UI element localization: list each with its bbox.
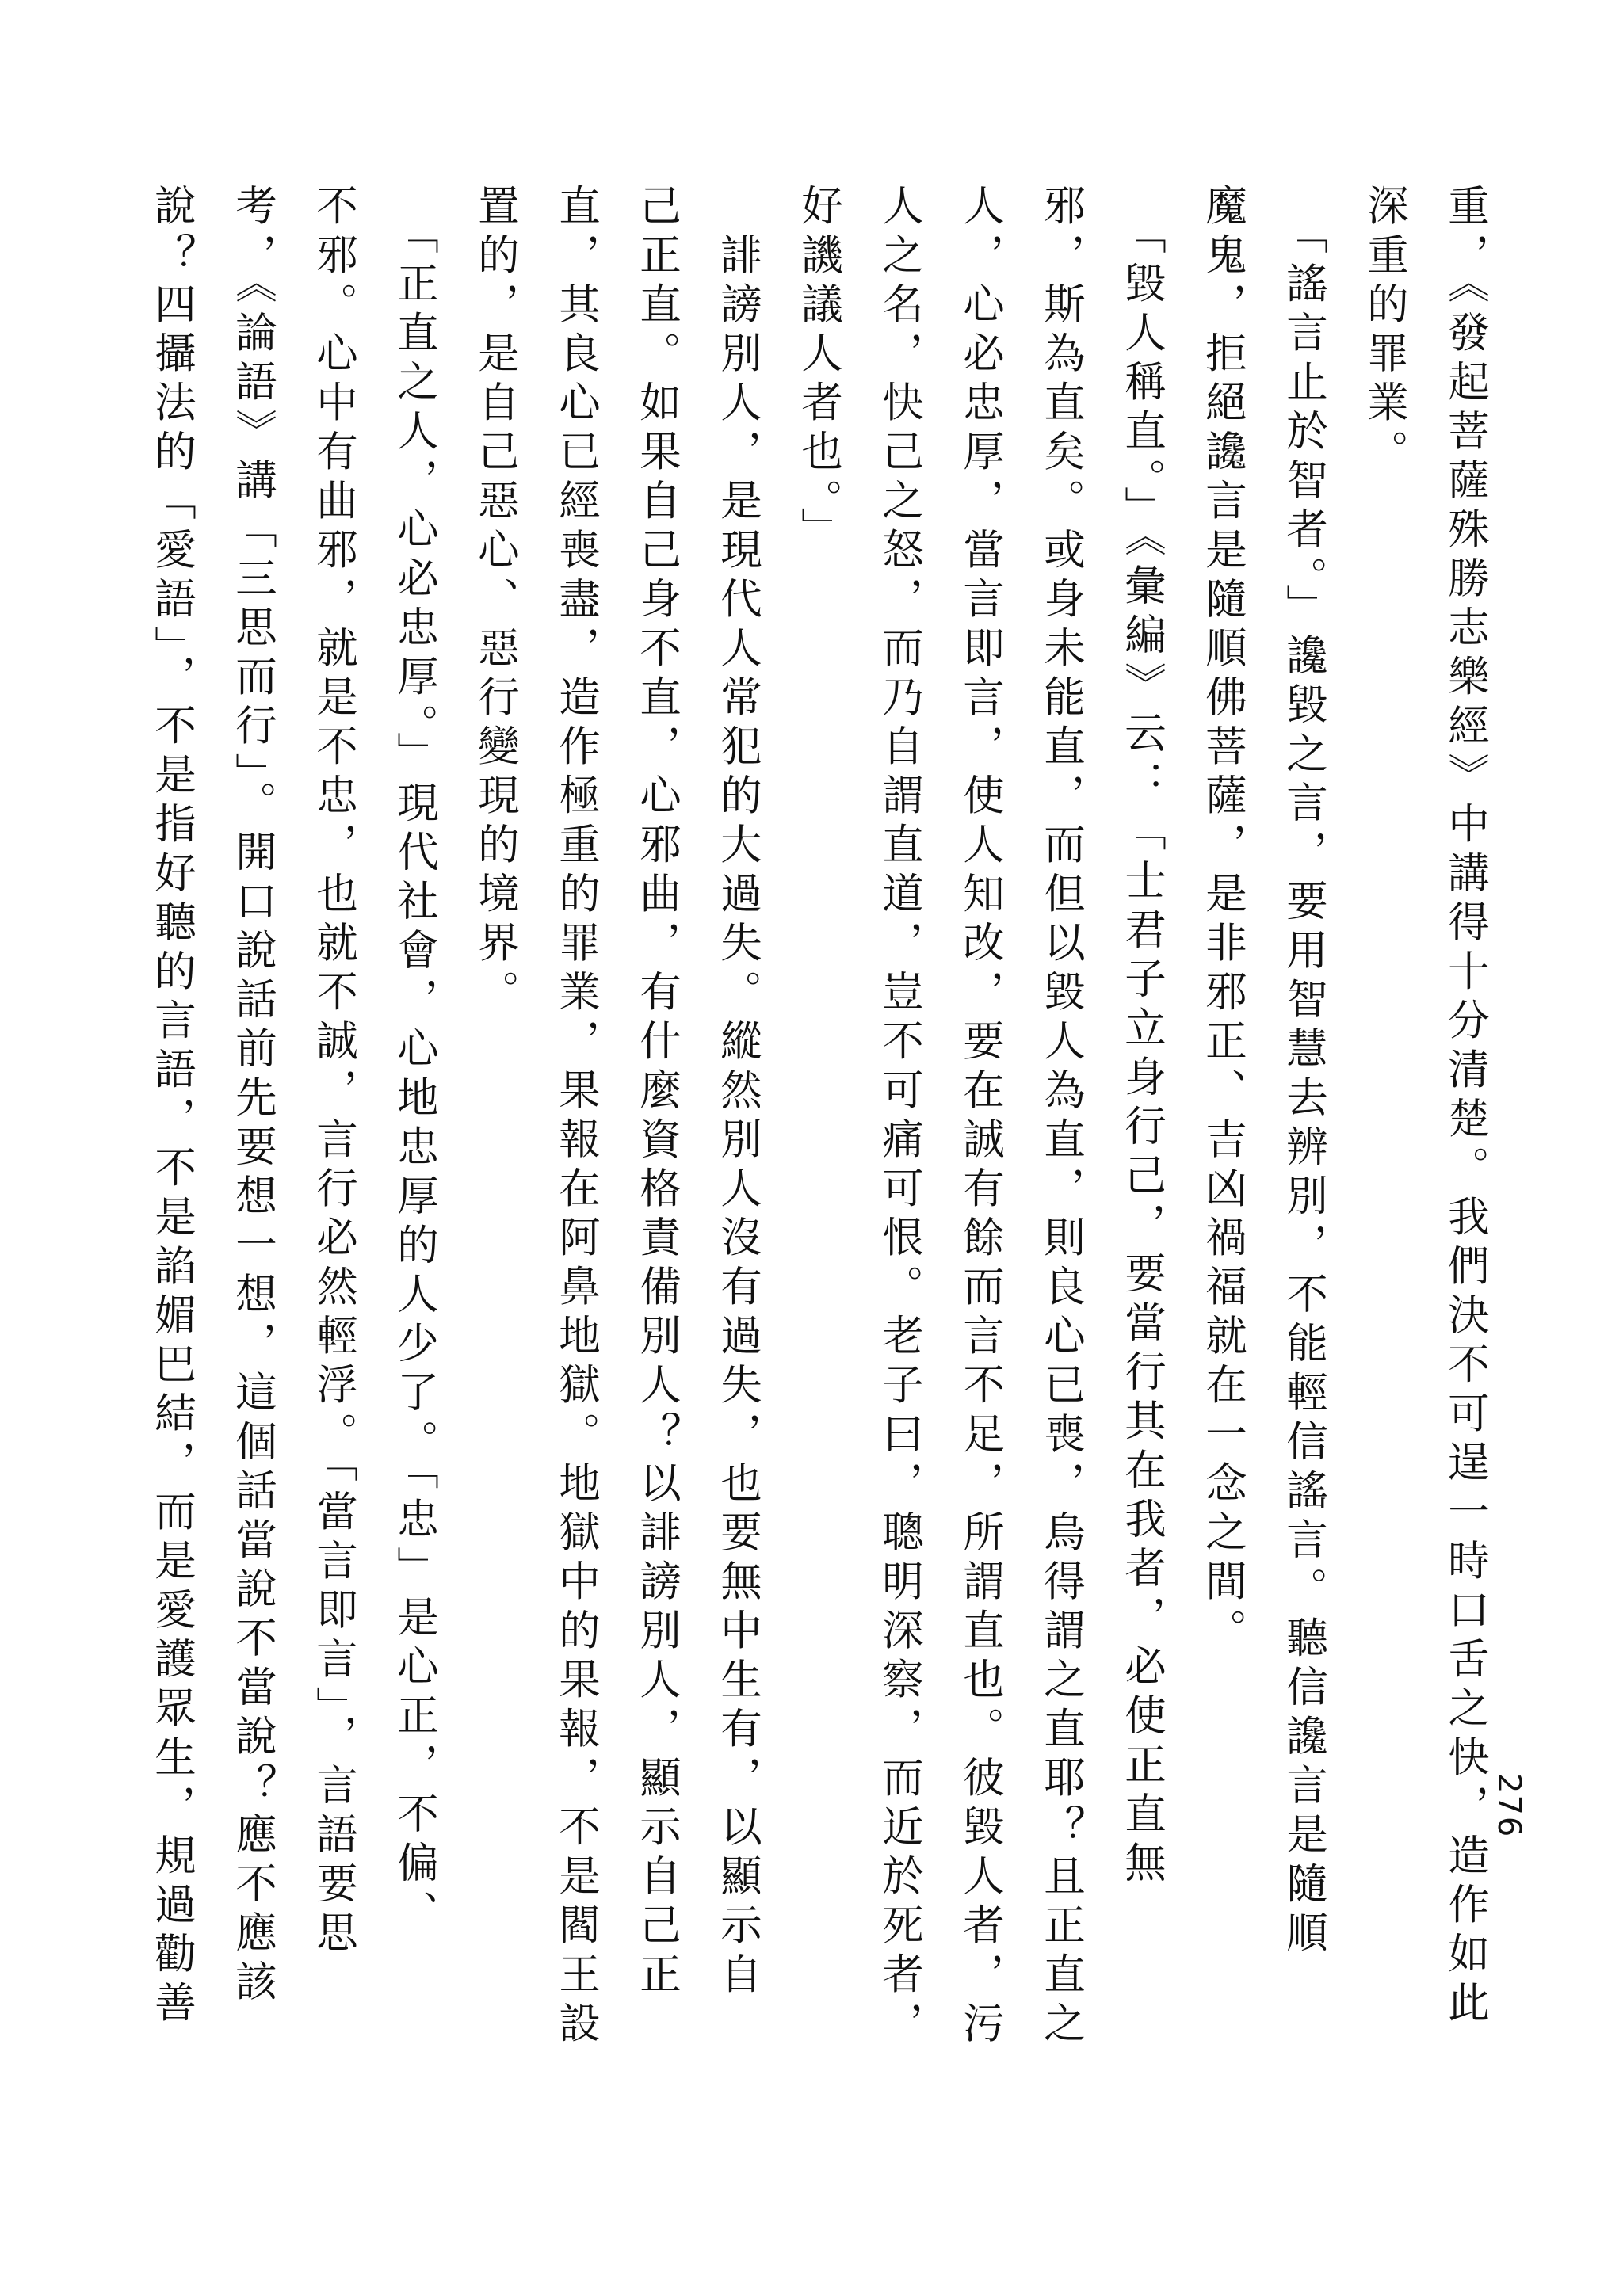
- text-line: 誹謗別人，是現代人常犯的大過失。縱然別人沒有過失，也要無中生有，以顯示自: [714, 184, 762, 2001]
- text-line: 「毀人稱直。」《彙編》云：「士君子立身行己，要當行其在我者，必使正直無: [1118, 184, 1167, 1890]
- page-number: 276: [1491, 1773, 1527, 1839]
- text-line: 人之名，快己之怒，而乃自謂直道，豈不可痛可恨。老子曰，聰明深察，而近於死者，: [876, 184, 924, 2050]
- text-line: 深重的罪業。: [1361, 184, 1409, 479]
- text-line: 邪，斯為直矣。或身未能直，而但以毀人為直，則良心已喪，烏得謂之直耶？且正直之: [1037, 184, 1086, 2050]
- text-line: 說？四攝法的「愛語」，不是指好聽的言語，不是諂媚巴結，而是愛護眾生，規過勸善: [148, 184, 197, 2030]
- text-line: 「謠言止於智者。」讒毀之言，要用智慧去辨別，不能輕信謠言。聽信讒言是隨順: [1280, 184, 1328, 1960]
- text-line: 置的，是自己惡心、惡行變現的境界。: [472, 184, 520, 1019]
- text-line: 魔鬼，拒絕讒言是隨順佛菩薩，是非邪正、吉凶禍福就在一念之間。: [1199, 184, 1247, 1657]
- text-line: 己正直。如果自己身不直，心邪曲，有什麼資格責備別人？以誹謗別人，顯示自己正: [633, 184, 682, 2001]
- text-line: 不邪。心中有曲邪，就是不忠，也就不誠，言行必然輕浮。「當言即言」，言語要思: [310, 184, 358, 1960]
- text-line: 考，《論語》講「三思而行」。開口說話前先要想一想，這個話當說不當說？應不應該: [229, 184, 277, 2009]
- text-line: 人，心必忠厚，當言即言，使人知改，要在誠有餘而言不足，所謂直也。彼毀人者，污: [957, 184, 1005, 2050]
- text-line: 重，《發起菩薩殊勝志樂經》中講得十分清楚。我們決不可逞一時口舌之快，造作如此: [1442, 184, 1490, 2030]
- text-line: 好譏議人者也。」: [795, 184, 843, 556]
- text-line: 直，其良心已經喪盡，造作極重的罪業，果報在阿鼻地獄。地獄中的果報，不是閻王設: [552, 184, 601, 2050]
- text-line: 「正直之人，心必忠厚。」現代社會，心地忠厚的人少了。「忠」是心正，不偏、: [391, 184, 439, 1939]
- vertical-text-body: [87, 184, 1506, 2180]
